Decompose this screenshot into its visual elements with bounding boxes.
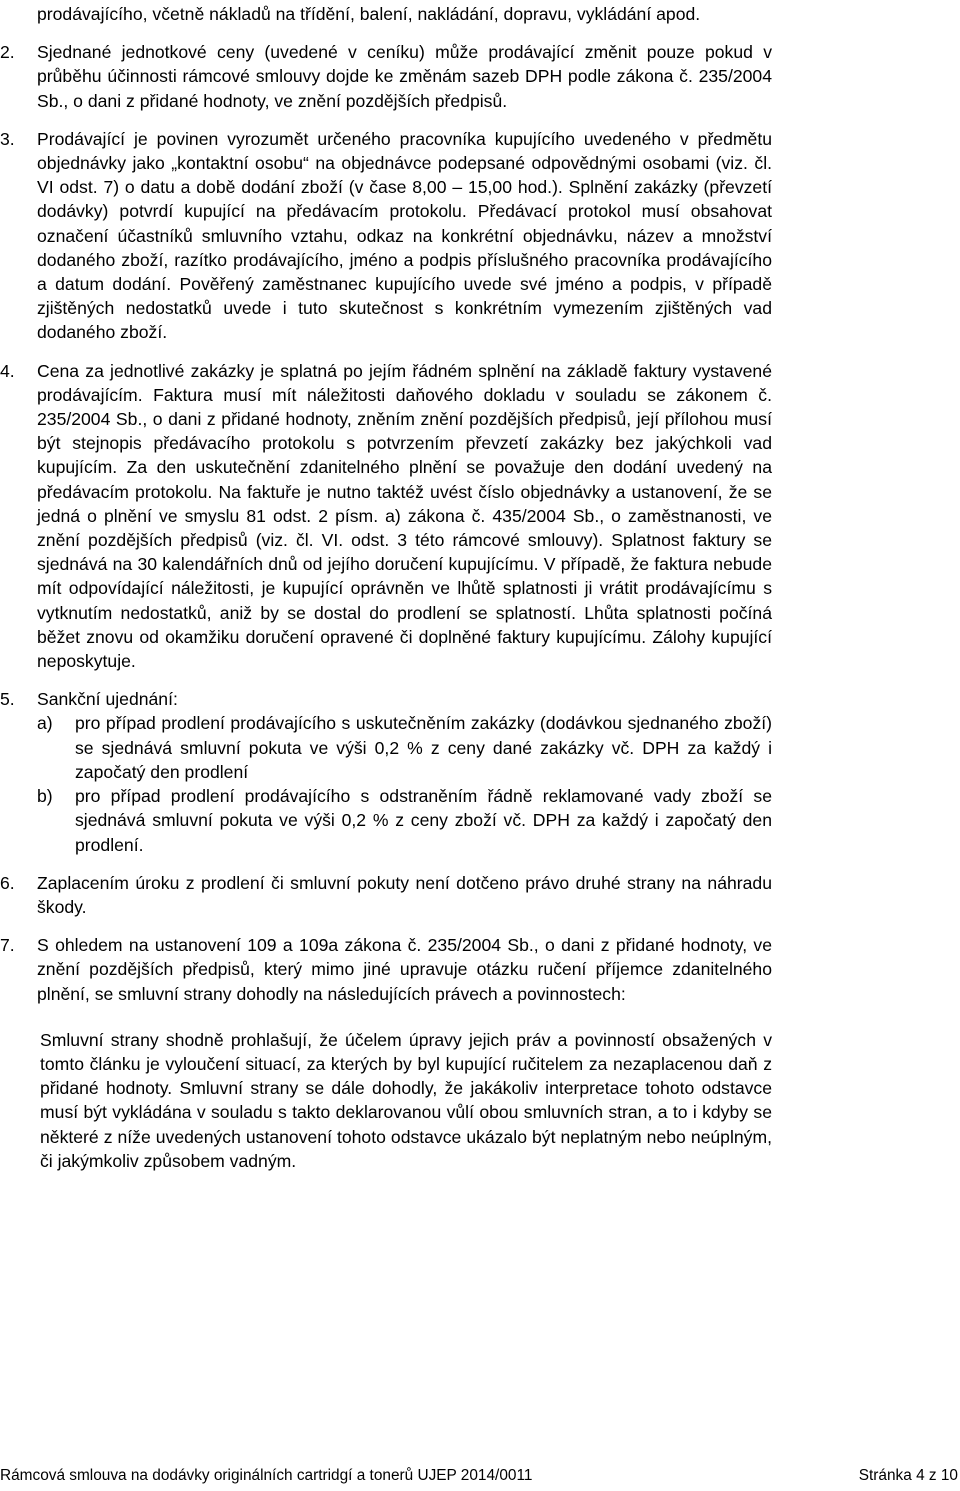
clause-4 bbox=[0, 359, 772, 674]
clause-number: 4. bbox=[0, 360, 15, 381]
clause-text: S ohledem na ustanovení 109 a 109a zákona č. 235/2004 Sb., o dani z přidané hodnoty, ve znění pozdějších předpisů, který mimo jiné upravuje otázku ručení příjemce zdanitelného plnění, se smluvní strany dohodly na následujících právech a povinnostech: bbox=[37, 935, 772, 1004]
clause-number: 2. bbox=[0, 42, 15, 63]
clause-5 bbox=[0, 687, 772, 856]
clause-7 bbox=[0, 933, 772, 1006]
subclause-label: b) bbox=[37, 786, 53, 807]
clause-text: Sjednané jednotkové ceny (uvedené v ceníku) může prodávající změnit pouze pokud v průběhu účinnosti rámcové smlouvy dojde ke změnám sazeb DPH podle zákona č. 235/2004 Sb., o dani z přidané hodnoty, ve znění pozdějších předpisů. bbox=[37, 42, 772, 111]
footer-page-number: Stránka 4 z 10 bbox=[858, 1467, 958, 1484]
clause-text: Prodávající je povinen vyrozumět určeného pracovníka kupujícího uvedeného v předmětu objednávky jako „kontaktní osobu“ na objednávce podepsané odpovědnými osobami (viz. čl. VI odst. 7) o datu a době dodání zboží (v čase 8,00 – 15,00 hod.). Splnění zakázky (převzetí dodávky) potvrdí kupující na předávacím protokolu. Předávací protokol musí obsahovat označení účastníků smluvního vztahu, odkaz na konkrétní objednávku, název a množství dodaného zboží, razítko prodávajícího, jméno a podpis příslušného pracovníka prodávajícího a datum dodání. Pověřený zaměstnanec kupujícího uvede své jméno a podpis, v případě zjištěných nedostatků uvede i tuto skutečnost s konkrétním vymezením zjištěných vad dodaného zboží. bbox=[37, 128, 772, 343]
page-footer bbox=[0, 1466, 958, 1486]
clause-number: 5. bbox=[0, 689, 15, 710]
clause-number: 6. bbox=[0, 872, 15, 893]
continuation-text: prodávajícího, včetně nákladů na třídění, balení, nakládání, dopravu, vykládání apod. bbox=[37, 4, 701, 24]
clause-3 bbox=[0, 127, 772, 345]
clause-heading: Sankční ujednání: bbox=[37, 689, 178, 710]
page-content bbox=[0, 2, 772, 1173]
subclause-label: a) bbox=[37, 713, 53, 734]
subclause-a bbox=[37, 711, 772, 784]
subclause-text: pro případ prodlení prodávajícího s uskutečněním zakázky (dodávkou sjednaného zboží) se sjednává smluvní pokuta ve výši 0,2 % z ceny dané zakázky vč. DPH za každý i započatý den prodlení bbox=[75, 713, 772, 782]
subclause-b bbox=[37, 784, 772, 857]
declaration-text: Smluvní strany shodně prohlašují, že účelem úpravy jejich práv a povinností obsažených v tomto článku je vyloučení situací, za kterých by byl kupující ručitelem za nezaplacenou daň z přidané hodnoty. Smluvní strany se dále dohodly, že jakákoliv interpretace tohoto odstavce musí být vykládána v souladu s takto deklarovanou vůlí obou smluvních stran, a to i kdyby se některé z níže uvedených ustanovení tohoto odstavce ukázalo být neplatným nebo neúplným, či jakýmkoliv způsobem vadným. bbox=[40, 1029, 772, 1171]
footer-document-title: Rámcová smlouva na dodávky originálních cartridgí a tonerů UJEP 2014/0011 bbox=[0, 1467, 533, 1484]
clause-number: 3. bbox=[0, 128, 15, 149]
clause-6 bbox=[0, 871, 772, 919]
clause-number: 7. bbox=[0, 935, 15, 956]
clause-text: Zaplacením úroku z prodlení či smluvní pokuty není dotčeno právo druhé strany na náhradu škody. bbox=[37, 872, 772, 917]
clause-2 bbox=[0, 40, 772, 113]
subclause-text: pro případ prodlení prodávajícího s odstraněním řádně reklamované vady zboží se sjednává smluvní pokuta ve výši 0,2 % z ceny zboží vč. DPH za každý i započatý den prodlení. bbox=[75, 786, 772, 855]
clause-text: Cena za jednotlivé zakázky je splatná po jejím řádném splnění na základě faktury vystavené prodávajícím. Faktura musí mít náležitosti daňového dokladu v souladu se zákonem č. 235/2004 Sb., o dani z přidané hodnoty, zněním znění pozdějších předpisů, její přílohou musí být stejnopis předávacího protokolu s potvrzením převzetí zakázky bez jakýchkoli vad kupujícím. Za den uskutečnění zdanitelného plnění se považuje den dodání uvedený na předávacím protokolu. Na faktuře je nutno taktéž uvést číslo objednávky a ustanovení, že se jedná o plnění ve smyslu 81 odst. 2 písm. a) zákona č. 435/2004 Sb., o zaměstnanosti, ve znění pozdějších předpisů (viz. čl. VI. odst. 3 této rámcové smlouvy). Splatnost faktury se sjednává na 30 kalendářních dnů od jejího doručení kupujícímu. V případě, že faktura nebude mít odpovídající náležitosti, je kupující oprávněn ve lhůtě splatnosti ji vrátit prodávajícímu s vytknutím nedostatků, aniž by se dostal do prodlení se splatností. Lhůta splatnosti počíná běžet znovu od okamžiku doručení opravené či doplněné faktury kupujícímu. Zálohy kupující neposkytuje. bbox=[37, 360, 772, 672]
